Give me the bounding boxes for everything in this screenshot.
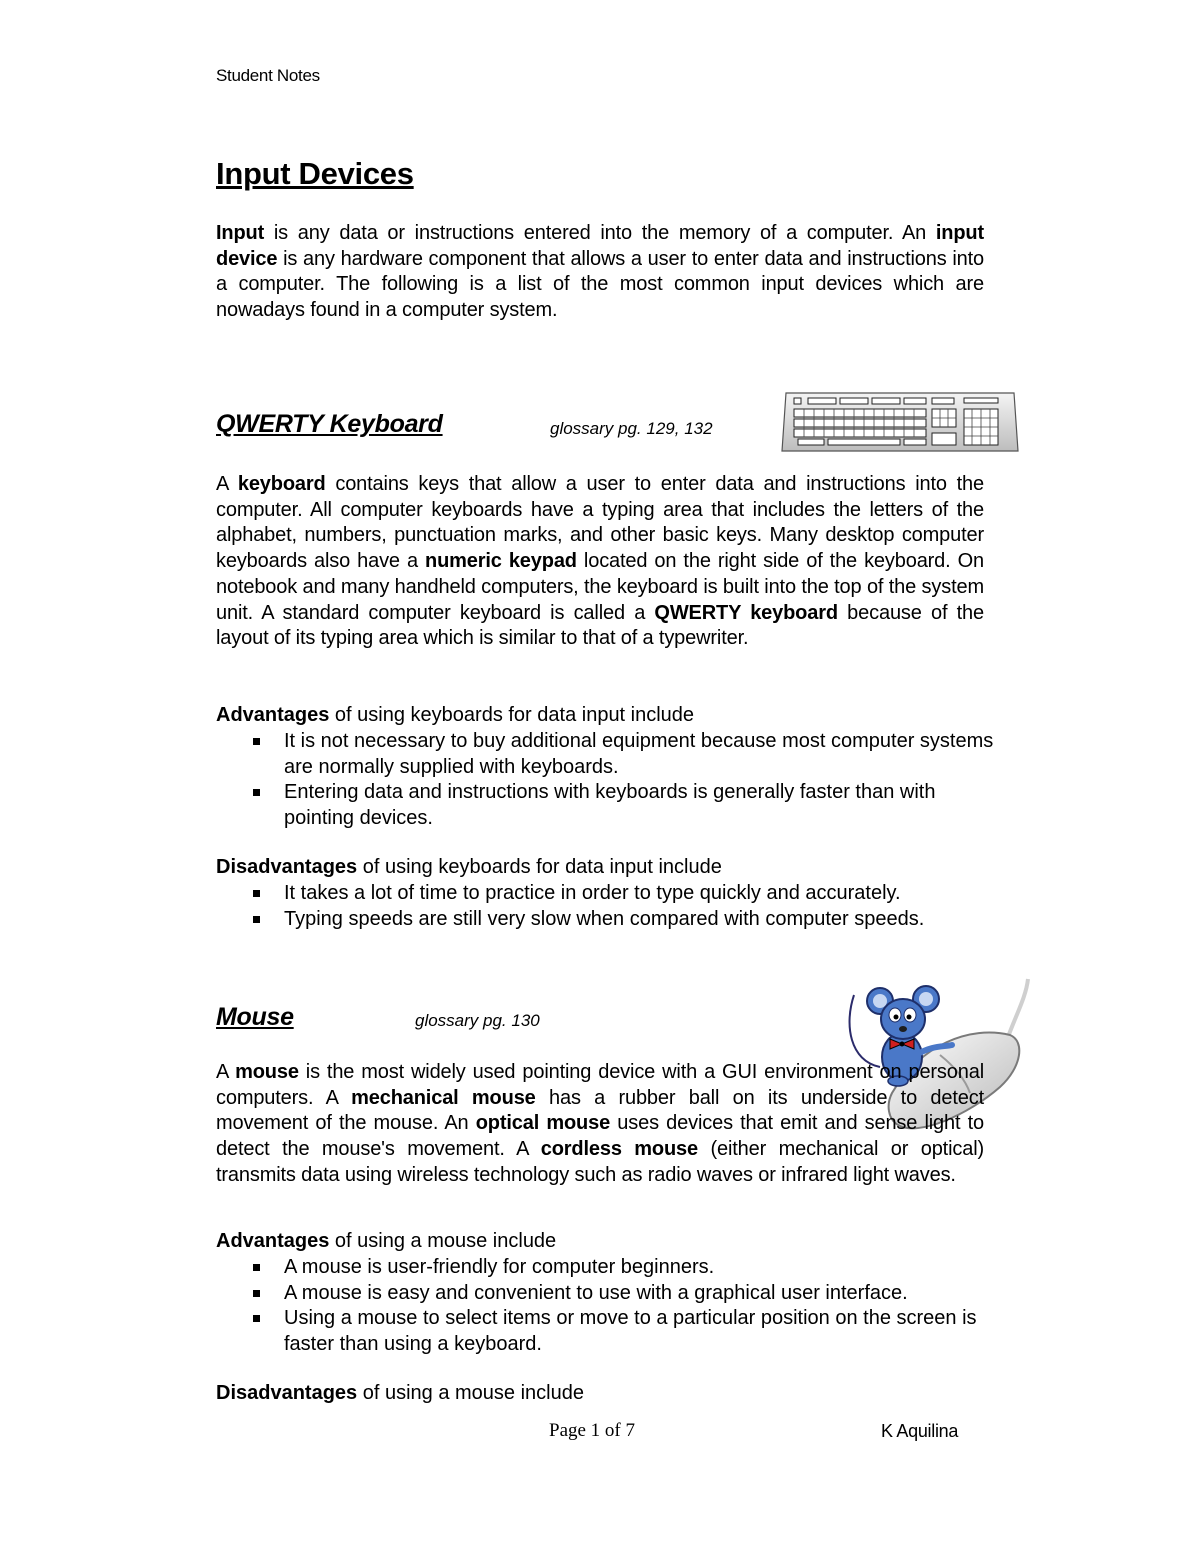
keyboard-advantages-list: [284, 729, 1004, 832]
keyboard-disadvantages-list: [284, 881, 1004, 932]
list-item: It is not necessary to buy additional equipment because most computer systems are normally supplied with keyboards.: [284, 729, 1004, 780]
keyboard-icon: [780, 389, 1020, 455]
list-item: Entering data and instructions with keyboards is generally faster than with pointing devices.: [284, 780, 1004, 831]
list-item: Using a mouse to select items or move to a particular position on the screen is faster than using a keyboard.: [284, 1306, 1004, 1357]
intro-paragraph: Input is any data or instructions entered into the memory of a computer. An input device is any hardware component that allows a user to enter data and instructions into a computer. The following is a list of the most common input devices which are nowadays found in a computer system.: [216, 222, 984, 322]
header-note: Student Notes: [216, 66, 320, 85]
keyboard-paragraph: A keyboard contains keys that allow a user to enter data and instructions into the computer. All computer keyboards have a typing area that includes the letters of the alphabet, numbers, punctuation marks, and other basic keys. Many desktop computer keyboards also have a numeric keypad located on the right side of the keyboard. On notebook and many handheld computers, the keyboard is built into the top of the system unit. A standard computer keyboard is called a QWERTY keyboard because of the layout of its typing area which is similar to that of a typewriter.: [216, 473, 985, 650]
mouse-paragraph: A mouse is the most widely used pointing device with a GUI environment on personal computers. A mechanical mouse has a rubber ball on its underside to detect movement of the mouse. An optical mouse uses devices that emit and sense light to detect the mouse's movement. A cordless mouse (either mechanical or optical) transmits data using wireless technology such as radio waves or infrared light waves.: [216, 1061, 985, 1186]
mouse-heading: Mouse: [216, 1003, 294, 1031]
mouse-glossary-ref: glossary pg. 130: [415, 1011, 540, 1030]
term-input: Input: [216, 222, 265, 244]
list-item: It takes a lot of time to practice in order to type quickly and accurately.: [284, 881, 1004, 907]
page-title: Input Devices: [216, 156, 414, 191]
keyboard-disadvantages-lead: Disadvantages of using keyboards for data input include: [216, 856, 722, 878]
list-item: A mouse is easy and convenient to use with a graphical user interface.: [284, 1281, 1004, 1307]
author-name: K Aquilina: [881, 1421, 959, 1441]
mouse-advantages-lead: Advantages of using a mouse include: [216, 1230, 557, 1252]
mouse-disadvantages-lead: Disadvantages of using a mouse include: [216, 1382, 584, 1404]
list-item: Typing speeds are still very slow when compared with computer speeds.: [284, 907, 1004, 933]
list-item: A mouse is user-friendly for computer beginners.: [284, 1255, 1004, 1281]
keyboard-advantages-lead: Advantages of using keyboards for data input include: [216, 704, 695, 726]
term-input-device: input device: [216, 222, 984, 270]
keyboard-glossary-ref: glossary pg. 129, 132: [550, 419, 713, 438]
mouse-advantages-list: [284, 1255, 1004, 1358]
keyboard-heading: QWERTY Keyboard: [216, 410, 443, 438]
page-number: Page 1 of 7: [549, 1420, 636, 1441]
